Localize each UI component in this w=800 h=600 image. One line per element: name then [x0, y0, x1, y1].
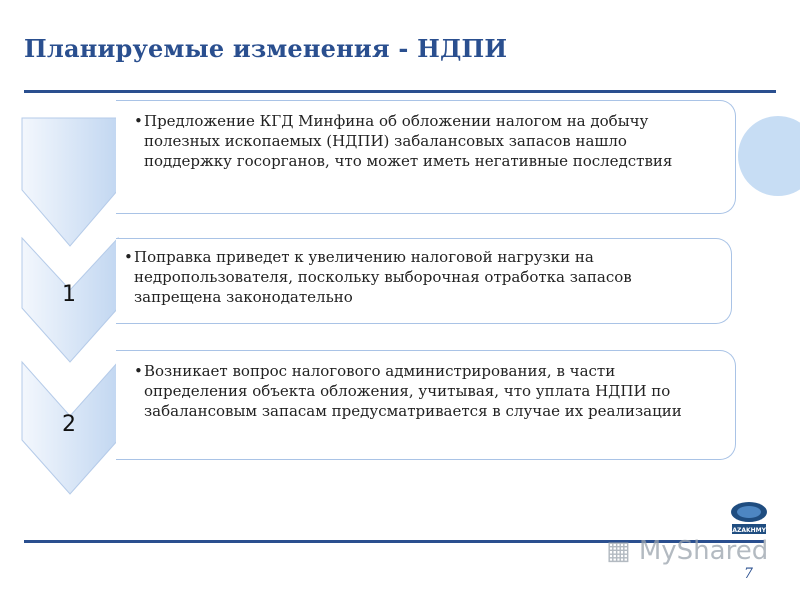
company-logo — [728, 498, 770, 536]
watermark-icon: ▦ — [606, 536, 631, 566]
step-number-1: 1 — [62, 282, 76, 307]
watermark: ▦ MyShared — [606, 536, 769, 566]
chevron-step-1 — [22, 118, 118, 246]
step-text-2: • Поправка приведет к увеличению налоговой нагрузки на недропользователя, поскольку выборочная отработка запасов запрещена законодательно — [120, 247, 715, 307]
svg-text:KAZAKHMYS: KAZAKHMYS — [728, 527, 770, 534]
step-text-3: • Возникает вопрос налогового администрирования, в части определения объекта обложения, учитывая, что уплата НДПИ по забалансовым запасам предусматривается в случае их реализации — [130, 361, 719, 421]
step-text-1: • Предложение КГД Минфина об обложении налогом на добычу полезных ископаемых (НДПИ) забалансовых запасов нашло поддержку госорганов, что может иметь негативные последствия — [130, 111, 719, 171]
step-box-3 — [116, 350, 736, 460]
step-number-2: 2 — [62, 412, 76, 437]
step-box-1 — [116, 100, 736, 214]
step-box-2 — [116, 238, 732, 324]
slide-title: Планируемые изменения - НДПИ — [24, 34, 508, 63]
page-number: 7 — [744, 566, 753, 582]
